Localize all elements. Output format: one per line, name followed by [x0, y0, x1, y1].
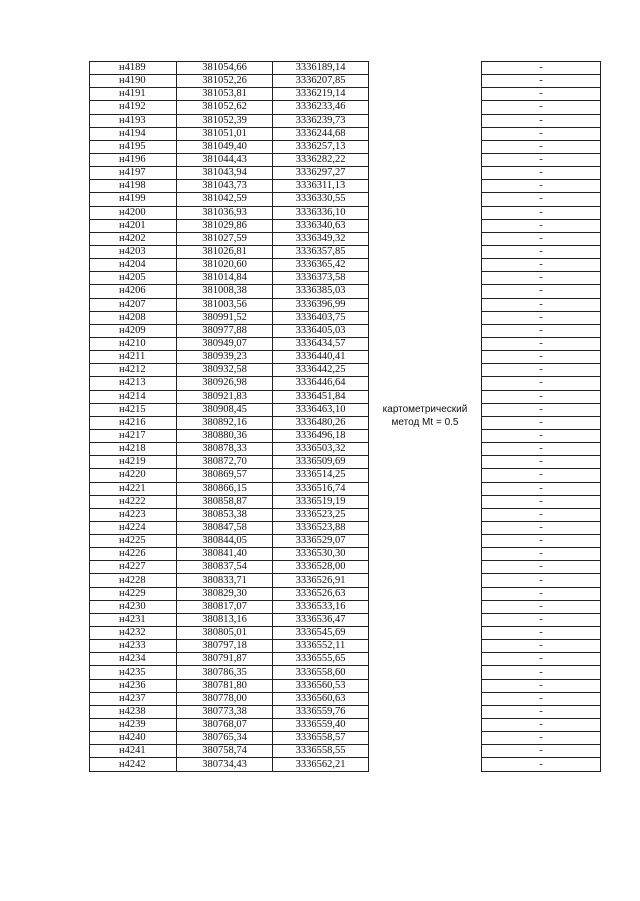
- y-coordinate-cell: 3336373,58: [273, 272, 369, 285]
- point-id-cell: н4227: [90, 561, 177, 574]
- point-id-cell: н4189: [90, 62, 177, 75]
- x-coordinate-cell: 380977,88: [177, 324, 273, 337]
- table-row: [90, 140, 601, 153]
- x-coordinate-cell: 381036,93: [177, 206, 273, 219]
- method-cell: [369, 62, 482, 772]
- dash-cell: -: [482, 429, 601, 442]
- x-coordinate-cell: 380908,45: [177, 403, 273, 416]
- point-id-cell: н4196: [90, 153, 177, 166]
- dash-cell: -: [482, 627, 601, 640]
- point-id-cell: н4207: [90, 298, 177, 311]
- table-row: [90, 311, 601, 324]
- point-id-cell: н4208: [90, 311, 177, 324]
- table-row: [90, 153, 601, 166]
- y-coordinate-cell: 3336297,27: [273, 167, 369, 180]
- point-id-cell: н4191: [90, 88, 177, 101]
- dash-cell: -: [482, 535, 601, 548]
- point-id-cell: н4214: [90, 390, 177, 403]
- point-id-cell: н4200: [90, 206, 177, 219]
- table-row: [90, 377, 601, 390]
- point-id-cell: н4241: [90, 745, 177, 758]
- dash-cell: -: [482, 311, 601, 324]
- dash-cell: -: [482, 548, 601, 561]
- dash-cell: -: [482, 219, 601, 232]
- table-row: [90, 495, 601, 508]
- x-coordinate-cell: 380786,35: [177, 666, 273, 679]
- dash-cell: -: [482, 364, 601, 377]
- table-row: [90, 653, 601, 666]
- point-id-cell: н4229: [90, 587, 177, 600]
- dash-cell: -: [482, 587, 601, 600]
- table-row: [90, 206, 601, 219]
- y-coordinate-cell: 3336519,19: [273, 495, 369, 508]
- point-id-cell: н4222: [90, 495, 177, 508]
- dash-cell: -: [482, 561, 601, 574]
- table-row: [90, 521, 601, 534]
- dash-cell: -: [482, 574, 601, 587]
- x-coordinate-cell: 381029,86: [177, 219, 273, 232]
- y-coordinate-cell: 3336514,25: [273, 469, 369, 482]
- dash-cell: -: [482, 140, 601, 153]
- table-row: [90, 429, 601, 442]
- dash-cell: -: [482, 180, 601, 193]
- point-id-cell: н4215: [90, 403, 177, 416]
- table-row: [90, 285, 601, 298]
- x-coordinate-cell: 380892,16: [177, 416, 273, 429]
- table-row: [90, 127, 601, 140]
- point-id-cell: н4212: [90, 364, 177, 377]
- point-id-cell: н4202: [90, 232, 177, 245]
- table-row: [90, 692, 601, 705]
- point-id-cell: н4230: [90, 600, 177, 613]
- x-coordinate-cell: 380797,18: [177, 640, 273, 653]
- y-coordinate-cell: 3336442,25: [273, 364, 369, 377]
- y-coordinate-cell: 3336528,00: [273, 561, 369, 574]
- dash-cell: -: [482, 88, 601, 101]
- point-id-cell: н4239: [90, 719, 177, 732]
- point-id-cell: н4238: [90, 705, 177, 718]
- x-coordinate-cell: 380866,15: [177, 482, 273, 495]
- table-row: [90, 272, 601, 285]
- dash-cell: -: [482, 705, 601, 718]
- y-coordinate-cell: 3336357,85: [273, 245, 369, 258]
- dash-cell: -: [482, 127, 601, 140]
- table-row: [90, 719, 601, 732]
- x-coordinate-cell: 380844,05: [177, 535, 273, 548]
- y-coordinate-cell: 3336558,55: [273, 745, 369, 758]
- point-id-cell: н4217: [90, 429, 177, 442]
- y-coordinate-cell: 3336434,57: [273, 337, 369, 350]
- table-row: [90, 587, 601, 600]
- y-coordinate-cell: 3336282,22: [273, 153, 369, 166]
- x-coordinate-cell: 380805,01: [177, 627, 273, 640]
- y-coordinate-cell: 3336405,03: [273, 324, 369, 337]
- y-coordinate-cell: 3336480,26: [273, 416, 369, 429]
- method-name: картометрический: [382, 404, 468, 416]
- point-id-cell: н4223: [90, 508, 177, 521]
- dash-cell: -: [482, 640, 601, 653]
- y-coordinate-cell: 3336244,68: [273, 127, 369, 140]
- x-coordinate-cell: 380932,58: [177, 364, 273, 377]
- point-id-cell: н4221: [90, 482, 177, 495]
- y-coordinate-cell: 3336523,25: [273, 508, 369, 521]
- point-id-cell: н4240: [90, 732, 177, 745]
- dash-cell: -: [482, 600, 601, 613]
- x-coordinate-cell: 380872,70: [177, 456, 273, 469]
- point-id-cell: н4213: [90, 377, 177, 390]
- x-coordinate-cell: 381014,84: [177, 272, 273, 285]
- x-coordinate-cell: 380813,16: [177, 613, 273, 626]
- y-coordinate-cell: 3336311,13: [273, 180, 369, 193]
- dash-cell: -: [482, 613, 601, 626]
- point-id-cell: н4216: [90, 416, 177, 429]
- dash-cell: -: [482, 758, 601, 771]
- y-coordinate-cell: 3336559,76: [273, 705, 369, 718]
- y-coordinate-cell: 3336219,14: [273, 88, 369, 101]
- table-row: [90, 548, 601, 561]
- x-coordinate-cell: 380833,71: [177, 574, 273, 587]
- point-id-cell: н4210: [90, 337, 177, 350]
- y-coordinate-cell: 3336451,84: [273, 390, 369, 403]
- point-id-cell: н4199: [90, 193, 177, 206]
- dash-cell: -: [482, 469, 601, 482]
- dash-cell: -: [482, 666, 601, 679]
- point-id-cell: н4195: [90, 140, 177, 153]
- dash-cell: -: [482, 482, 601, 495]
- table-row: [90, 351, 601, 364]
- dash-cell: -: [482, 75, 601, 88]
- table-row: [90, 219, 601, 232]
- table-row: [90, 600, 601, 613]
- dash-cell: -: [482, 692, 601, 705]
- y-coordinate-cell: 3336396,99: [273, 298, 369, 311]
- point-id-cell: н4198: [90, 180, 177, 193]
- dash-cell: -: [482, 114, 601, 127]
- x-coordinate-cell: 380837,54: [177, 561, 273, 574]
- x-coordinate-cell: 380991,52: [177, 311, 273, 324]
- x-coordinate-cell: 380880,36: [177, 429, 273, 442]
- x-coordinate-cell: 380791,87: [177, 653, 273, 666]
- y-coordinate-cell: 3336340,63: [273, 219, 369, 232]
- x-coordinate-cell: 380926,98: [177, 377, 273, 390]
- table-row: [90, 88, 601, 101]
- x-coordinate-cell: 381026,81: [177, 245, 273, 258]
- point-id-cell: н4225: [90, 535, 177, 548]
- dash-cell: -: [482, 653, 601, 666]
- table-row: [90, 666, 601, 679]
- y-coordinate-cell: 3336365,42: [273, 259, 369, 272]
- x-coordinate-cell: 380781,80: [177, 679, 273, 692]
- dash-cell: -: [482, 206, 601, 219]
- method-accuracy: метод Mt = 0.5: [391, 417, 459, 429]
- y-coordinate-cell: 3336558,57: [273, 732, 369, 745]
- y-coordinate-cell: 3336403,75: [273, 311, 369, 324]
- point-id-cell: н4236: [90, 679, 177, 692]
- table-row: [90, 259, 601, 272]
- y-coordinate-cell: 3336463,10: [273, 403, 369, 416]
- dash-cell: -: [482, 62, 601, 75]
- y-coordinate-cell: 3336559,40: [273, 719, 369, 732]
- point-id-cell: н4211: [90, 351, 177, 364]
- x-coordinate-cell: 381043,73: [177, 180, 273, 193]
- x-coordinate-cell: 381042,59: [177, 193, 273, 206]
- table-row: [90, 364, 601, 377]
- y-coordinate-cell: 3336349,32: [273, 232, 369, 245]
- dash-cell: -: [482, 390, 601, 403]
- point-id-cell: н4205: [90, 272, 177, 285]
- point-id-cell: н4201: [90, 219, 177, 232]
- table-row: [90, 390, 601, 403]
- dash-cell: -: [482, 495, 601, 508]
- x-coordinate-cell: 381044,43: [177, 153, 273, 166]
- y-coordinate-cell: 3336530,30: [273, 548, 369, 561]
- dash-cell: -: [482, 679, 601, 692]
- table-row: [90, 324, 601, 337]
- x-coordinate-cell: 380853,38: [177, 508, 273, 521]
- point-id-cell: н4226: [90, 548, 177, 561]
- x-coordinate-cell: 381052,26: [177, 75, 273, 88]
- table-row: [90, 508, 601, 521]
- point-id-cell: н4206: [90, 285, 177, 298]
- point-id-cell: н4190: [90, 75, 177, 88]
- table-row: [90, 416, 601, 429]
- x-coordinate-cell: 380878,33: [177, 443, 273, 456]
- dash-cell: -: [482, 745, 601, 758]
- y-coordinate-cell: 3336536,47: [273, 613, 369, 626]
- x-coordinate-cell: 381008,38: [177, 285, 273, 298]
- x-coordinate-cell: 380847,58: [177, 521, 273, 534]
- point-id-cell: н4197: [90, 167, 177, 180]
- y-coordinate-cell: 3336233,46: [273, 101, 369, 114]
- y-coordinate-cell: 3336330,55: [273, 193, 369, 206]
- table-row: [90, 337, 601, 350]
- y-coordinate-cell: 3336526,91: [273, 574, 369, 587]
- table-row: [90, 745, 601, 758]
- coordinates-table-body: [90, 62, 601, 772]
- point-id-cell: н4194: [90, 127, 177, 140]
- point-id-cell: н4219: [90, 456, 177, 469]
- y-coordinate-cell: 3336189,14: [273, 62, 369, 75]
- x-coordinate-cell: 381052,62: [177, 101, 273, 114]
- y-coordinate-cell: 3336533,16: [273, 600, 369, 613]
- y-coordinate-cell: 3336552,11: [273, 640, 369, 653]
- x-coordinate-cell: 380939,23: [177, 351, 273, 364]
- table-row: [90, 640, 601, 653]
- x-coordinate-cell: 381051,01: [177, 127, 273, 140]
- coordinates-table: [89, 61, 601, 772]
- y-coordinate-cell: 3336207,85: [273, 75, 369, 88]
- x-coordinate-cell: 381003,56: [177, 298, 273, 311]
- dash-cell: -: [482, 351, 601, 364]
- dash-cell: -: [482, 508, 601, 521]
- dash-cell: -: [482, 719, 601, 732]
- y-coordinate-cell: 3336529,07: [273, 535, 369, 548]
- table-row: [90, 180, 601, 193]
- table-row: [90, 482, 601, 495]
- point-id-cell: н4193: [90, 114, 177, 127]
- dash-cell: -: [482, 259, 601, 272]
- y-coordinate-cell: 3336560,63: [273, 692, 369, 705]
- x-coordinate-cell: 380734,43: [177, 758, 273, 771]
- table-row: [90, 627, 601, 640]
- table-row: [90, 298, 601, 311]
- y-coordinate-cell: 3336257,13: [273, 140, 369, 153]
- x-coordinate-cell: 380858,87: [177, 495, 273, 508]
- y-coordinate-cell: 3336509,69: [273, 456, 369, 469]
- x-coordinate-cell: 380949,07: [177, 337, 273, 350]
- table-row: [90, 469, 601, 482]
- table-row: [90, 193, 601, 206]
- dash-cell: -: [482, 245, 601, 258]
- table-row: [90, 705, 601, 718]
- point-id-cell: н4204: [90, 259, 177, 272]
- point-id-cell: н4228: [90, 574, 177, 587]
- y-coordinate-cell: 3336562,21: [273, 758, 369, 771]
- y-coordinate-cell: 3336526,63: [273, 587, 369, 600]
- dash-cell: -: [482, 167, 601, 180]
- table-row: [90, 732, 601, 745]
- x-coordinate-cell: 381052,39: [177, 114, 273, 127]
- x-coordinate-cell: 381020,60: [177, 259, 273, 272]
- table-row: [90, 403, 601, 416]
- table-row: [90, 75, 601, 88]
- dash-cell: -: [482, 337, 601, 350]
- x-coordinate-cell: 381043,94: [177, 167, 273, 180]
- table-row: [90, 679, 601, 692]
- x-coordinate-cell: 380817,07: [177, 600, 273, 613]
- y-coordinate-cell: 3336523,88: [273, 521, 369, 534]
- y-coordinate-cell: 3336555,65: [273, 653, 369, 666]
- table-row: [90, 101, 601, 114]
- y-coordinate-cell: 3336503,32: [273, 443, 369, 456]
- y-coordinate-cell: 3336336,10: [273, 206, 369, 219]
- y-coordinate-cell: 3336545,69: [273, 627, 369, 640]
- point-id-cell: н4203: [90, 245, 177, 258]
- dash-cell: -: [482, 101, 601, 114]
- table-row: [90, 62, 601, 75]
- dash-cell: -: [482, 272, 601, 285]
- table-row: [90, 167, 601, 180]
- x-coordinate-cell: 381054,66: [177, 62, 273, 75]
- x-coordinate-cell: 380778,00: [177, 692, 273, 705]
- point-id-cell: н4231: [90, 613, 177, 626]
- x-coordinate-cell: 381049,40: [177, 140, 273, 153]
- x-coordinate-cell: 380829,30: [177, 587, 273, 600]
- dash-cell: -: [482, 456, 601, 469]
- point-id-cell: н4242: [90, 758, 177, 771]
- table-row: [90, 232, 601, 245]
- y-coordinate-cell: 3336558,60: [273, 666, 369, 679]
- table-row: [90, 456, 601, 469]
- point-id-cell: н4209: [90, 324, 177, 337]
- point-id-cell: н4224: [90, 521, 177, 534]
- x-coordinate-cell: 380869,57: [177, 469, 273, 482]
- dash-cell: -: [482, 232, 601, 245]
- point-id-cell: н4237: [90, 692, 177, 705]
- dash-cell: -: [482, 324, 601, 337]
- point-id-cell: н4220: [90, 469, 177, 482]
- y-coordinate-cell: 3336239,73: [273, 114, 369, 127]
- point-id-cell: н4233: [90, 640, 177, 653]
- y-coordinate-cell: 3336560,53: [273, 679, 369, 692]
- point-id-cell: н4218: [90, 443, 177, 456]
- dash-cell: -: [482, 443, 601, 456]
- table-row: [90, 613, 601, 626]
- table-row: [90, 245, 601, 258]
- table-row: [90, 561, 601, 574]
- point-id-cell: н4192: [90, 101, 177, 114]
- y-coordinate-cell: 3336516,74: [273, 482, 369, 495]
- point-id-cell: н4234: [90, 653, 177, 666]
- dash-cell: -: [482, 416, 601, 429]
- x-coordinate-cell: 380768,07: [177, 719, 273, 732]
- table-row: [90, 758, 601, 771]
- dash-cell: -: [482, 153, 601, 166]
- table-row: [90, 535, 601, 548]
- point-id-cell: н4232: [90, 627, 177, 640]
- x-coordinate-cell: 381027,59: [177, 232, 273, 245]
- y-coordinate-cell: 3336385,03: [273, 285, 369, 298]
- y-coordinate-cell: 3336440,41: [273, 351, 369, 364]
- dash-cell: -: [482, 521, 601, 534]
- x-coordinate-cell: 380758,74: [177, 745, 273, 758]
- dash-cell: -: [482, 193, 601, 206]
- point-id-cell: н4235: [90, 666, 177, 679]
- table-row: [90, 574, 601, 587]
- dash-cell: -: [482, 403, 601, 416]
- x-coordinate-cell: 380773,38: [177, 705, 273, 718]
- table-row: [90, 114, 601, 127]
- x-coordinate-cell: 380765,34: [177, 732, 273, 745]
- dash-cell: -: [482, 285, 601, 298]
- table-row: [90, 443, 601, 456]
- x-coordinate-cell: 380921,83: [177, 390, 273, 403]
- dash-cell: -: [482, 732, 601, 745]
- y-coordinate-cell: 3336446,64: [273, 377, 369, 390]
- x-coordinate-cell: 381053,81: [177, 88, 273, 101]
- dash-cell: -: [482, 298, 601, 311]
- y-coordinate-cell: 3336496,18: [273, 429, 369, 442]
- dash-cell: -: [482, 377, 601, 390]
- x-coordinate-cell: 380841,40: [177, 548, 273, 561]
